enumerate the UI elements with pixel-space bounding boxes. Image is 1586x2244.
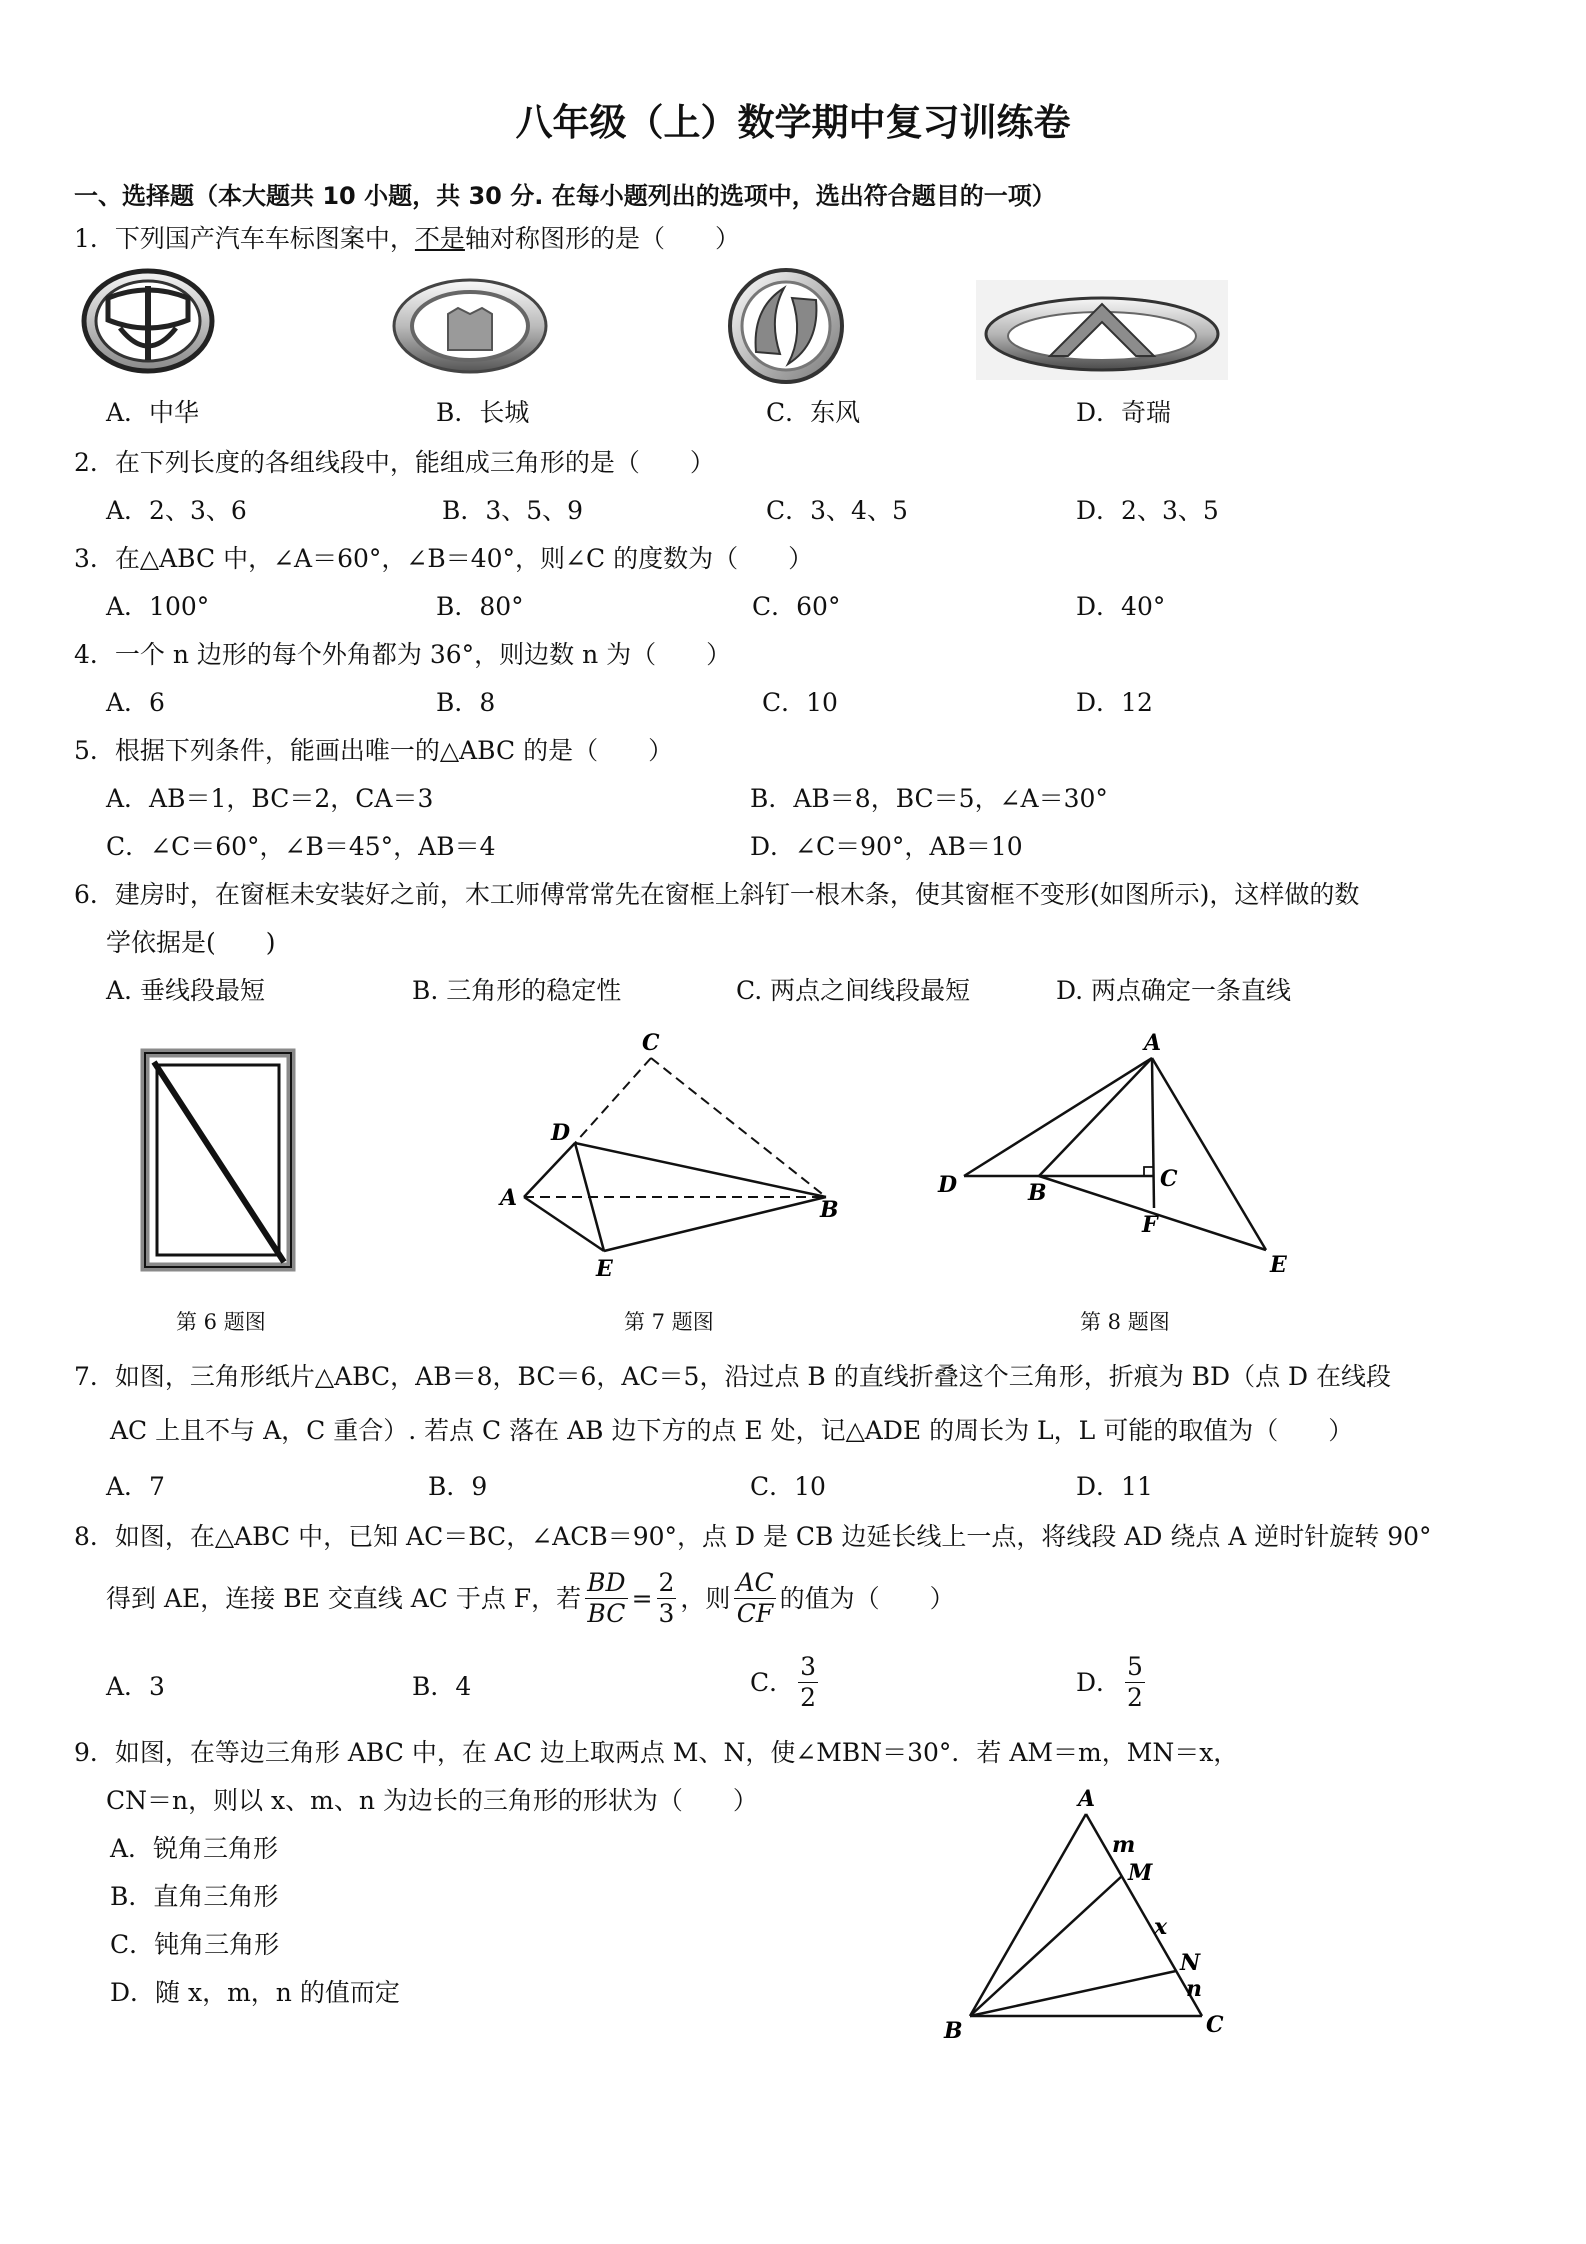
- q7-option-a[interactable]: A．7: [106, 1472, 165, 1501]
- q2-option-b[interactable]: B．3、5、9: [442, 496, 584, 525]
- q8-optd-num: 5: [1127, 1652, 1143, 1681]
- dongfeng-logo-icon[interactable]: [722, 268, 852, 386]
- q8-frac3-num: AC: [736, 1568, 774, 1597]
- q4-option-a[interactable]: A．6: [106, 688, 165, 717]
- q8-optd-den: 2: [1127, 1683, 1143, 1712]
- fig7-label-c: C: [642, 1030, 660, 1056]
- q8-frac2-den: 3: [658, 1599, 675, 1628]
- q8-option-c-fraction: [798, 1652, 818, 1713]
- figure-9-diagram: [936, 1786, 1236, 2050]
- question-7-stem-line1: 7．如图，三角形纸片△ABC，AB＝8，BC＝6，AC＝5，沿过点 B 的直线折叠这个三角形，折痕为 BD（点 D 在线段: [74, 1362, 1392, 1391]
- q5-option-b[interactable]: B．AB＝8，BC＝5，∠A＝30°: [750, 784, 1108, 813]
- great-wall-logo-icon[interactable]: [392, 278, 552, 374]
- chery-logo-icon[interactable]: [976, 280, 1228, 380]
- figure-7-diagram: [496, 1030, 856, 1296]
- q8-equals: =: [631, 1583, 653, 1613]
- q4-option-c[interactable]: C．10: [762, 688, 838, 717]
- fig9-label-n-lower: n: [1186, 1976, 1202, 2002]
- fig9-label-a: A: [1078, 1786, 1096, 1812]
- q5-option-c[interactable]: C．∠C＝60°，∠B＝45°，AB＝4: [106, 832, 496, 861]
- q1-option-c[interactable]: C．东风: [766, 398, 861, 427]
- q8-frac1-den: BC: [587, 1599, 626, 1628]
- q3-option-a[interactable]: A．100°: [106, 592, 210, 621]
- q5-option-d[interactable]: D．∠C＝90°，AB＝10: [750, 832, 1023, 861]
- question-8-stem-line2: [106, 1568, 955, 1629]
- question-7-stem-line2: AC 上且不与 A，C 重合）. 若点 C 落在 AB 边下方的点 E 处，记△ADE 的周长为 L，L 可能的取值为（ ）: [110, 1416, 1354, 1445]
- q6-option-d[interactable]: D. 两点确定一条直线: [1056, 976, 1292, 1005]
- q7-option-c[interactable]: C．10: [750, 1472, 826, 1501]
- question-2-stem: 2．在下列长度的各组线段中，能组成三角形的是（ ）: [74, 448, 715, 477]
- question-6-stem-line1: 6．建房时，在窗框未安装好之前，木工师傅常常先在窗框上斜钉一根木条，使其窗框不变形(如图所示)，这样做的数: [74, 880, 1360, 909]
- fig7-label-b: B: [820, 1197, 839, 1223]
- q1-option-a[interactable]: A．中华: [106, 398, 200, 427]
- fig9-label-x: x: [1154, 1914, 1168, 1940]
- q8-frac3-den: CF: [736, 1599, 774, 1628]
- q8-option-b[interactable]: B．4: [412, 1672, 472, 1701]
- q8-option-c-label: C．: [750, 1667, 795, 1697]
- question-4-stem: 4．一个 n 边形的每个外角都为 36°，则边数 n 为（ ）: [74, 640, 732, 669]
- q7-option-b[interactable]: B．9: [428, 1472, 488, 1501]
- q1-stem-underlined: 不是: [414, 224, 465, 253]
- q9-option-c[interactable]: C．钝角三角形: [110, 1930, 280, 1959]
- q5-option-a[interactable]: A．AB＝1，BC＝2，CA＝3: [106, 784, 434, 813]
- q9-option-a[interactable]: A．锐角三角形: [110, 1834, 279, 1863]
- fig9-label-m-lower: m: [1112, 1832, 1136, 1858]
- q6-option-b[interactable]: B. 三角形的稳定性: [412, 976, 622, 1005]
- q8-frac1-num: BD: [587, 1568, 626, 1597]
- q8-option-d-label: D．: [1076, 1667, 1122, 1697]
- q3-option-c[interactable]: C．60°: [752, 592, 841, 621]
- question-8-stem-line1: 8．如图，在△ABC 中，已知 AC＝BC，∠ACB＝90°，点 D 是 CB 边延长线上一点，将线段 AD 绕点 A 逆时针旋转 90°: [74, 1522, 1432, 1551]
- fig9-label-m: M: [1128, 1860, 1153, 1886]
- page-title: 八年级（上）数学期中复习训练卷: [515, 101, 1071, 144]
- q1-stem-pre: 1．下列国产汽车车标图案中，: [74, 224, 415, 253]
- question-9-stem-line1: 9．如图，在等边三角形 ABC 中，在 AC 边上取两点 M、N，使∠MBN＝30°．若 AM＝m，MN＝x，: [74, 1738, 1239, 1767]
- q3-option-d[interactable]: D．40°: [1076, 592, 1166, 621]
- q7-option-d[interactable]: D．11: [1076, 1472, 1153, 1501]
- fig7-label-e: E: [596, 1256, 613, 1282]
- fig8-label-f: F: [1142, 1212, 1158, 1238]
- q8-optc-den: 2: [800, 1683, 817, 1712]
- figure-6-caption: 第 6 题图: [176, 1310, 266, 1334]
- q8-fraction-bd-bc: [585, 1568, 627, 1629]
- q8-stem-post: 的值为（ ）: [779, 1583, 955, 1613]
- q3-option-b[interactable]: B．80°: [436, 592, 524, 621]
- q6-option-a[interactable]: A. 垂线段最短: [106, 976, 265, 1005]
- fig8-label-d: D: [938, 1172, 958, 1198]
- q8-frac2-num: 2: [658, 1568, 675, 1597]
- q9-option-b[interactable]: B．直角三角形: [110, 1882, 279, 1911]
- fig7-label-d: D: [551, 1120, 571, 1146]
- question-1-stem: [74, 222, 740, 256]
- q1-option-b[interactable]: B．长城: [436, 398, 530, 427]
- q8-stem-mid: ，则: [680, 1583, 731, 1613]
- zhonghua-logo-icon[interactable]: [80, 268, 220, 380]
- fig8-label-a: A: [1144, 1030, 1162, 1056]
- q8-option-d-fraction: [1125, 1652, 1145, 1713]
- q8-option-a[interactable]: A．3: [106, 1672, 165, 1701]
- q2-option-a[interactable]: A．2、3、6: [106, 496, 247, 525]
- figure-6-window-frame: [142, 1050, 296, 1270]
- figure-8-caption: 第 8 题图: [1080, 1310, 1170, 1334]
- section-heading: 一、选择题（本大题共 10 小题，共 30 分. 在每小题列出的选项中，选出符合题目的一项）: [74, 182, 1056, 210]
- q2-option-d[interactable]: D．2、3、5: [1076, 496, 1219, 525]
- q2-option-c[interactable]: C．3、4、5: [766, 496, 908, 525]
- question-9-stem-line2: CN＝n，则以 x、m、n 为边长的三角形的形状为（ ）: [106, 1786, 758, 1815]
- q8-option-d[interactable]: [1076, 1652, 1149, 1713]
- question-5-stem: 5．根据下列条件，能画出唯一的△ABC 的是（ ）: [74, 736, 674, 765]
- question-3-stem: 3．在△ABC 中，∠A＝60°，∠B＝40°，则∠C 的度数为（ ）: [74, 544, 814, 573]
- fig9-label-b: B: [944, 2018, 963, 2044]
- q9-option-d[interactable]: D．随 x，m，n 的值而定: [110, 1978, 400, 2007]
- figure-8-diagram: [932, 1030, 1302, 1286]
- q8-optc-num: 3: [800, 1652, 817, 1681]
- fig7-label-a: A: [500, 1185, 518, 1211]
- question-6-stem-line2: 学依据是( ): [106, 928, 276, 957]
- fig8-label-e: E: [1270, 1252, 1287, 1278]
- q6-option-c[interactable]: C. 两点之间线段最短: [736, 976, 971, 1005]
- fig8-label-b: B: [1028, 1180, 1047, 1206]
- fig8-label-c: C: [1160, 1166, 1178, 1192]
- q1-option-d[interactable]: D．奇瑞: [1076, 398, 1172, 427]
- fig9-label-n: N: [1180, 1950, 1201, 1976]
- q1-stem-post: 轴对称图形的是（ ）: [464, 224, 740, 253]
- q8-stem-pre: 得到 AE，连接 BE 交直线 AC 于点 F，若: [106, 1583, 582, 1613]
- q4-option-b[interactable]: B．8: [436, 688, 496, 717]
- figure-7-caption: 第 7 题图: [624, 1310, 714, 1334]
- q8-option-c[interactable]: [750, 1652, 822, 1713]
- q8-fraction-2-3: [657, 1568, 677, 1629]
- q8-fraction-ac-cf: [734, 1568, 775, 1629]
- q4-option-d[interactable]: D．12: [1076, 688, 1153, 717]
- fig9-label-c: C: [1206, 2012, 1224, 2038]
